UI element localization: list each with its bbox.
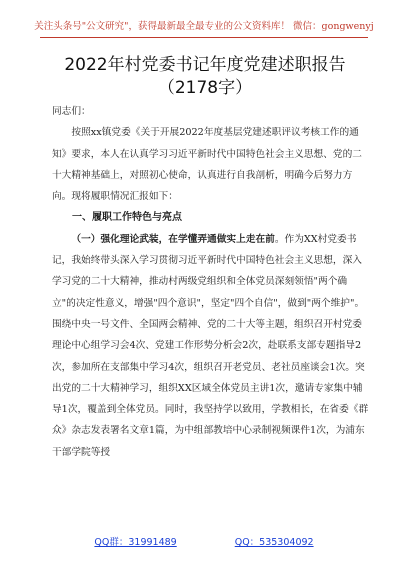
subsection-body-text: 。作为XX村党委书记，我始终带头深入学习贯彻习近平新时代中国特色社会主义思想，深入学习党的二十大精神，推动村两级党组织和全体党员深刻领悟"两个确立"的决定性意义，增强"四个意识"，坚定"四个自信"，做到"两个维护"。围绕中央一号文件、全国两会精神、党的二十大等主题，组织召开村党委理论中心组学习会4次、党建工作形势分析会2次，赴联系支部专题指导2次，参加所在支部集中学习4次，组织召开老党员、老社员座谈会1次。突出党的二十大精神学习，组织XX区域全体党员主讲1次，邀请专家集中辅导1次，覆盖到全体党员。同时，我坚持学以致用，学教相长，在省委《群众》杂志发表署名文章1篇，为中组部教培中心录制视频课件1次，为浦东干部学院等授 xyxy=(52,233,369,458)
document-title: 2022年村党委书记年度党建述职报告（2178字） xyxy=(64,55,346,98)
header-banner: 关注头条号"公文研究"，获得最新最全最专业的公文资料库！ 微信：gongwenyj xyxy=(34,21,374,32)
document-body xyxy=(52,101,370,463)
footer-contact xyxy=(0,534,408,548)
footer-qq-group[interactable]: QQ群：31991489 xyxy=(94,537,177,548)
salutation: 同志们： xyxy=(52,106,91,117)
footer-qq[interactable]: QQ：535304092 xyxy=(234,537,314,548)
subsection-heading-emphasis: 在学懂弄通做实上走在前 xyxy=(168,233,275,245)
subsection-heading-lead: （一）强化理论武装， xyxy=(71,233,169,245)
intro-paragraph: 按照xx镇党委《关于开展2022年度基层党建述职评议考核工作的通知》要求，本人在认真学习习近平新时代中国特色社会主义思想、党的二十大精神基础上，对照初心使命，认真进行自我剖析，明确今后努力方向。现将履职情况汇报如下： xyxy=(52,127,362,203)
subsection-paragraph-1 xyxy=(52,229,370,463)
section-heading-1: 一、履职工作特色与亮点 xyxy=(72,212,182,224)
header-divider xyxy=(40,37,368,38)
